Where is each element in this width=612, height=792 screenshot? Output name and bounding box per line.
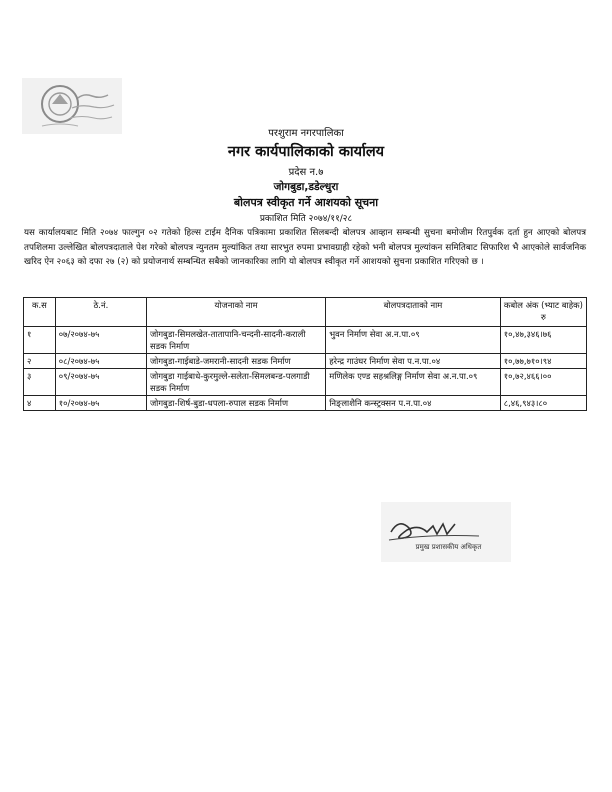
signatory-title: प्रमुख प्रशासकीय अधिकृत [415, 543, 482, 551]
col-header-sn: क.स [24, 298, 56, 327]
published-date: प्रकाशित मिति २०७४/११/२८ [259, 214, 353, 224]
col-header-contract-no: ठे.नं. [55, 298, 146, 327]
cell-project: जोगबुडा-शिर्ष-बुडा-धपला-रुपाल सडक निर्माण [146, 396, 325, 411]
table-row [24, 327, 587, 354]
cell-sn: १ [24, 327, 56, 354]
notice-title: बोलपत्र स्वीकृत गर्ने आशयको सूचना [233, 196, 379, 209]
cell-bidder: मणिलेक एण्ड सहश्रलिङ्ग निर्माण सेवा अ.न.पा.०९ [326, 369, 501, 396]
cell-project: जोगबुडा गाईबाधे-कुरमुल्ले-सलेता-सिमलबन्ड-पलगाडी सडक निर्माण [146, 369, 325, 396]
signature-image [381, 502, 511, 562]
cell-amount: ८,४६,९४३।८० [500, 396, 586, 411]
municipality-name: परशुराम नगरपालिका [268, 128, 344, 139]
cell-bidder: हरेन्द्र गाउंघर निर्माण सेवा प.न.पा.०४ [326, 354, 501, 369]
table-row [24, 396, 587, 411]
col-header-project: योजनाको नाम [146, 298, 325, 327]
col-header-amount: कबोल अंक (भ्याट बाहेक) रु [500, 298, 586, 327]
cell-amount: १०,४७,३४६।७६ [500, 327, 586, 354]
cell-amount: १०,७७,७१०।९४ [500, 354, 586, 369]
notice-body: यस कार्यालयबाट मिति २०७४ फाल्गुन ०२ गतेको हिल्स टाईम दैनिक पत्रिकामा प्रकाशित सिलबन्दी बोलपत्र आव्हान सम्बन्धी सुचना बमोजीम रितपुर्वक दर्ता हुन आएको बोलपत्र तपशिलमा उल्लेखित बोलपत्रदाताले पेश गरेको बोलपत्र न्युनतम मुल्यांकित तथा सारभुत रुपमा प्रभावग्राही रहेको भनी बोलपत्र मुल्यांकन समितिबाट सिफारिश भै आएकोले सार्वजनिक खरिद ऐन २०६३ को दफा २७ (२) को प्रयोजनार्थ सम्बन्धित सबैको जानकारिका लागि यो बोलपत्र स्वीकृत गर्ने आशयको सुचना प्रकाशित गरिएको छ । [24, 228, 586, 267]
cell-amount: १०,७२,४६६।०० [500, 369, 586, 396]
cell-sn: ३ [24, 369, 56, 396]
cell-contract-no: ०९/२०७४-७५ [55, 369, 146, 396]
cell-project: जोगबुडा-गाईबाडे-जमरानी-सादनी सडक निर्माण [146, 354, 325, 369]
cell-bidder: भुवन निर्माण सेवा अ.न.पा.०९ [326, 327, 501, 354]
location-label: जोगबुडा,डडेल्धुरा [273, 181, 339, 193]
cell-contract-no: ०८/२०७४-७५ [55, 354, 146, 369]
cell-contract-no: १०/२०७४-७५ [55, 396, 146, 411]
table-header-row [24, 298, 587, 327]
cell-contract-no: ०७/२०७४-७५ [55, 327, 146, 354]
cell-sn: २ [24, 354, 56, 369]
cell-sn: ४ [24, 396, 56, 411]
table-row [24, 369, 587, 396]
province-label: प्रदेस न.७ [288, 167, 324, 178]
office-title: नगर कार्यपालिकाको कार्यालय [227, 144, 385, 160]
col-header-bidder: बोलपत्रदाताको नाम [326, 298, 501, 327]
cell-bidder: निङ्लाशैनि कन्स्ट्रक्सन प.न.पा.०४ [326, 396, 501, 411]
table-row [24, 354, 587, 369]
cell-project: जोगबुडा-सिमलखेत-तातापानि-चन्दनी-सादनी-कराली सडक निर्माण [146, 327, 325, 354]
bid-table [23, 297, 587, 411]
